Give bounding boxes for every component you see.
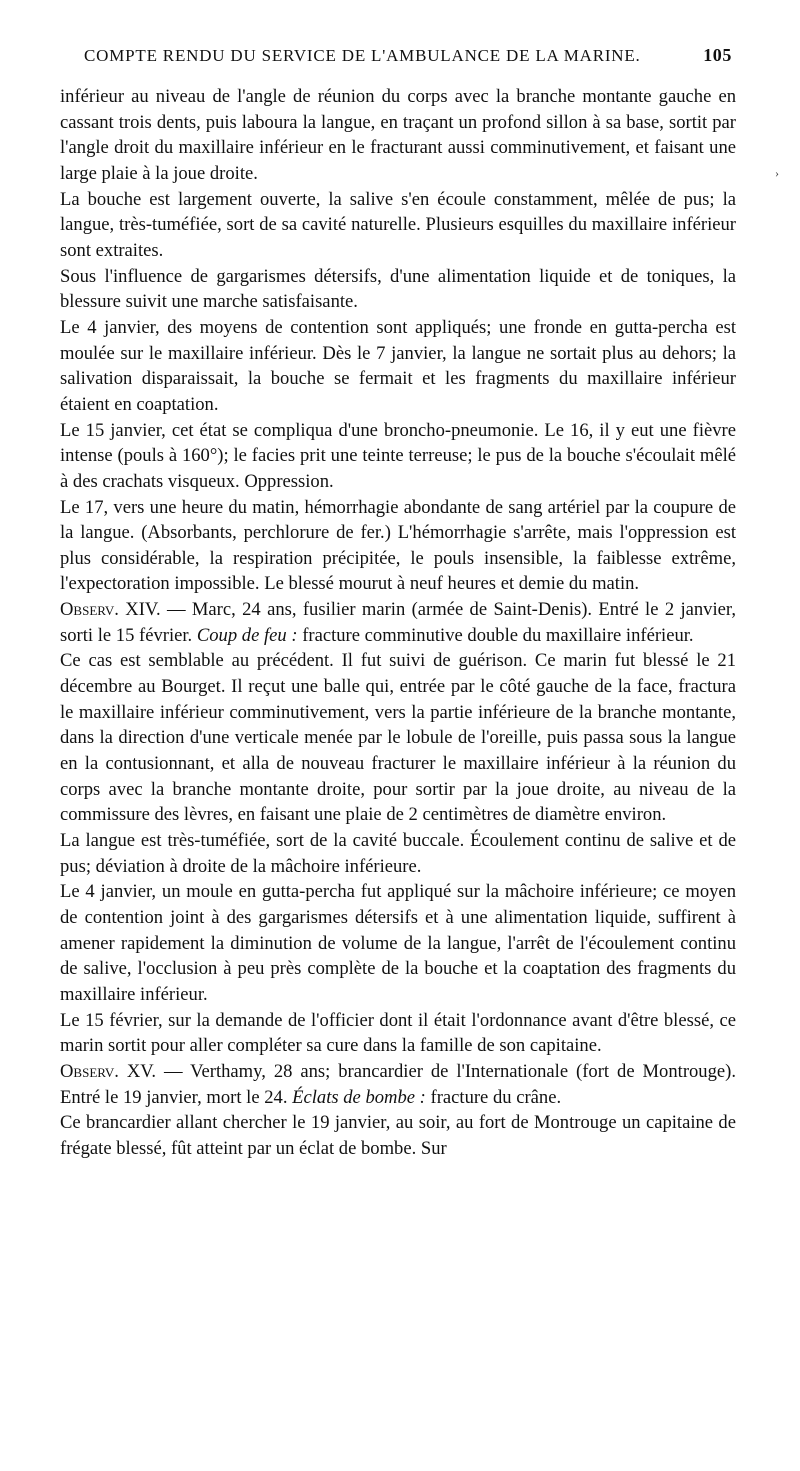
margin-mark: › [775,166,779,180]
paragraph: Sous l'influence de gargarismes détersifs, d'une alimentation liquide et de toniques, la blessure suivit une marche satisfaisante. [60,265,736,313]
paragraph: La bouche est largement ouverte, la salive s'en écoule constamment, mêlée de pus; la langue, très-tuméfiée, sort de sa cavité naturelle. Plusieurs esquilles du maxillaire inférieur sont extraites. [60,188,736,261]
paragraph: La langue est très-tuméfiée, sort de la cavité buccale. Écoulement continu de salive et de pus; déviation à droite de la mâchoire inférieure. [60,830,736,877]
observation-cause: Coup de feu : [196,624,298,646]
running-head-title: COMPTE RENDU DU SERVICE DE L'AMBULANCE DE LA MARINE. [84,46,641,65]
observation-diagnosis: fracture comminutive double du maxillaire inférieur. [297,624,694,646]
paragraph: Le 17, vers une heure du matin, hémorrhagie abondante de sang artériel par la coupure de la langue. (Absorbants, perchlorure de fer.) L'hémorrhagie s'arrête, mais l'oppression est plus considérable, la respiration précipitée, le pouls insensible, la faiblesse extrême, l'expectoration impossible. Le blessé mourut à neuf heures et demie du matin. [60,496,736,595]
paragraph: Le 15 février, sur la demande de l'officier dont il était l'ordonnance avant d'être blessé, ce marin sortit pour aller compléter sa cure dans la famille de son capitaine. [60,1009,736,1057]
paragraph: Le 4 janvier, un moule en gutta-percha fut appliqué sur la mâchoire inférieure; ce moyen de contention joint à des gargarismes détersifs et à une alimentation liquide, suffirent à amener rapidement la diminution de volume de la langue, l'arrêt de l'écoulement continu de salive, l'occlusion à peu près complète de la bouche et la coaptation des fragments du maxillaire inférieur. [60,881,736,1005]
observation-cause: Éclats de bombe : [292,1086,426,1108]
observation-diagnosis: fracture du crâne. [425,1086,562,1108]
document-page [60,40,736,1162]
paragraph: Ce cas est semblable au précédent. Il fut suivi de guérison. Ce marin fut blessé le 21 décembre au Bourget. Il reçut une balle qui, entrée par le côté gauche de la face, fractura le maxillaire inférieur comminutivement, vers la partie inférieure de la branche montante, dans la direction d'une verticale menée par le lobule de l'oreille, puis passa sous la langue en la contusionnant, et alla de nouveau fracturer le maxillaire inférieur à la réunion du corps avec la branche montante droite, pour sortir par la joue droite, au niveau de la commissure des lèvres, en faisant une plaie de 2 centimètres de diamètre environ. [60,650,736,826]
observation-heading [60,1059,736,1110]
observation-intro: — Verthamy, 28 ans; brancardier de l'Internationale (fort de Montrouge). Entré le 19 janvier, mort le 24. [60,1060,736,1108]
paragraph: Le 15 janvier, cet état se compliqua d'une broncho-pneumonie. Le 16, il y eut une fièvre intense (pouls à 160°); le facies prit une teinte terreuse; le pus de la bouche s'écoulait mêlé à des crachats visqueux. Oppression. [60,419,736,492]
observation-label: Observ. XV. [60,1060,156,1082]
running-head [60,40,736,72]
observation-intro: — Marc, 24 ans, fusilier marin (armée de Saint-Denis). Entré le 2 janvier, sorti le 15 février. [60,599,736,646]
observation-heading [60,597,736,648]
paragraph: Le 4 janvier, des moyens de contention sont appliqués; une fronde en gutta-percha est moulée sur le maxillaire inférieur. Dès le 7 janvier, la langue ne sortait plus au dehors; la salivation disparaissait, la bouche se fermait et les fragments du maxillaire inférieur étaient en coaptation. [60,316,736,415]
body-text [60,84,736,1162]
paragraph: Ce brancardier allant chercher le 19 janvier, au soir, au fort de Montrouge un capitaine de frégate blessé, fût atteint par un éclat de bombe. Sur [60,1112,736,1159]
observation-label: Observ. XIV. [60,599,161,621]
page-number: 105 [703,45,732,65]
paragraph: inférieur au niveau de l'angle de réunion du corps avec la branche montante gauche en cassant trois dents, puis laboura la langue, en traçant un profond sillon à sa base, sortit par l'angle droit du maxillaire inférieur en le fracturant aussi comminutivement, et faisant une large plaie à la joue droite. [60,86,736,184]
